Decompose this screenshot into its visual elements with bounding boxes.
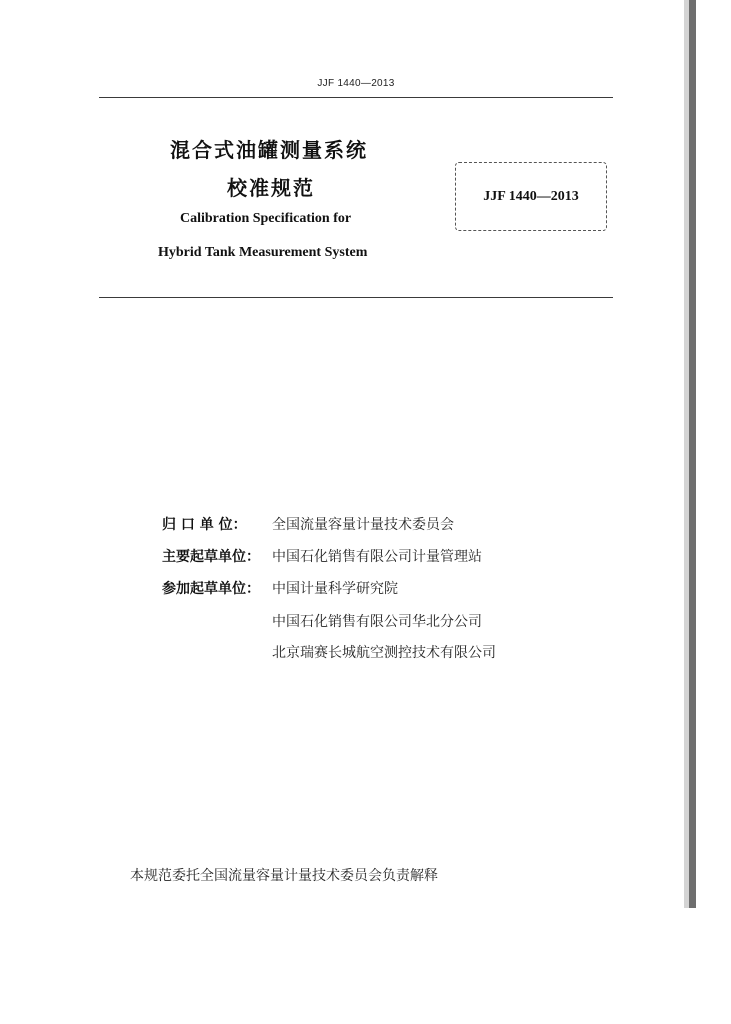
- header-standard-code: JJF 1440—2013: [317, 78, 395, 89]
- main-drafter-value: 中国石化销售有限公司计量管理站: [272, 549, 482, 565]
- participating-drafter-value-3: 北京瑞赛长城航空测控技术有限公司: [272, 645, 496, 661]
- participating-drafter-value-2: 中国石化销售有限公司华北分公司: [272, 614, 482, 630]
- title-english-line2: Hybrid Tank Measurement System: [158, 245, 368, 260]
- participating-drafter-label: 参加起草单位：: [162, 581, 260, 597]
- participating-drafter-row: [162, 578, 398, 598]
- scan-edge-shadow: [689, 0, 696, 908]
- top-divider: [99, 97, 613, 98]
- main-drafter-label: 主要起草单位：: [162, 549, 260, 565]
- bottom-divider: [99, 297, 613, 298]
- participating-drafter-value-1: 中国计量科学研究院: [272, 581, 398, 597]
- title-chinese-line2: 校准规范: [227, 176, 315, 200]
- standard-code-box-text: JJF 1440—2013: [483, 189, 579, 204]
- responsible-unit-label: 归 口 单 位：: [162, 517, 247, 533]
- title-english-line1: Calibration Specification for: [180, 211, 352, 226]
- main-drafter-row: [162, 546, 482, 566]
- interpretation-note: 本规范委托全国流量容量计量技术委员会负责解释: [130, 868, 438, 884]
- responsible-unit-value: 全国流量容量计量技术委员会: [272, 517, 454, 533]
- responsible-unit-row: [162, 514, 454, 534]
- title-chinese-line1: 混合式油罐测量系统: [170, 138, 368, 162]
- standard-code-box: [455, 162, 607, 231]
